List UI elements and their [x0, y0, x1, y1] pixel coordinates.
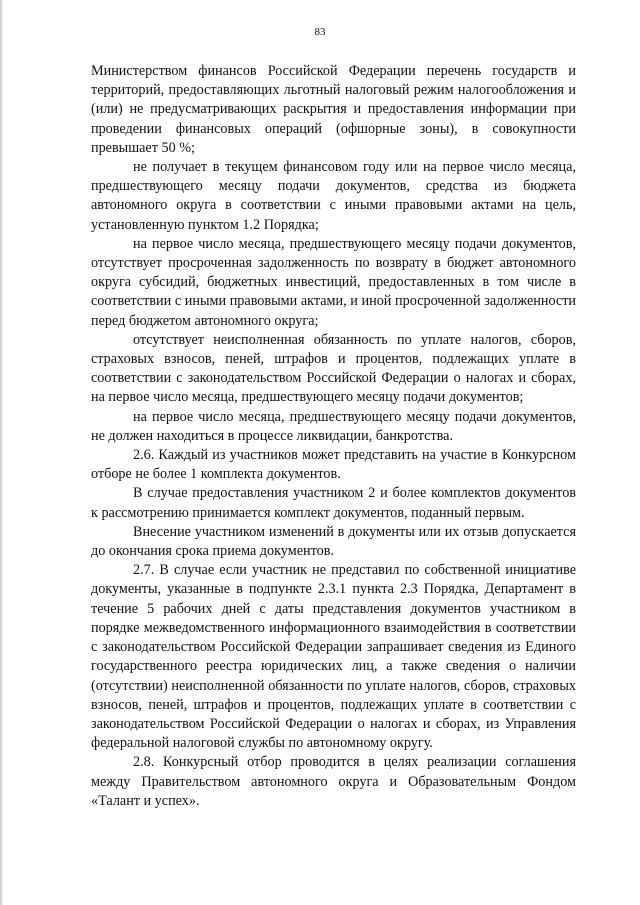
- paragraph: отсутствует неисполненная обязанность по уплате налогов, сборов, страховых взносов, пеней, штрафов и процентов, подлежащих уплате в соответствии с законодательством Российской Федерации о налогах и сборах, на первое число месяца, предшествующего месяцу подачи документов;: [91, 331, 576, 406]
- scan-edge: [0, 0, 3, 905]
- paragraph: Министерством финансов Российской Федерации перечень государств и территорий, предоставляющих льготный налоговый режим налогообложения и (или) не предусматривающих раскрытия и предоставления информации при проведении финансовых операций (офшорные зоны), в совокупности превышает 50 %;: [91, 63, 576, 156]
- paragraph: 2.6. Каждый из участников может представить на участие в Конкурсном отборе не более 1 комплекта документов.: [91, 447, 576, 483]
- paragraph: не получает в текущем финансовом году или на первое число месяца, предшествующего месяцу подачи документов, средства из бюджета автономного округа в соответствии с иными правовыми актами на цель, установленную пунктом 1.2 Порядка;: [91, 159, 576, 233]
- paragraph: В случае предоставления участником 2 и более комплектов документов к рассмотрению принимается комплект документов, поданный первым.: [91, 485, 576, 521]
- paragraph: 2.7. В случае если участник не представил по собственной инициативе документы, указанные в подпункте 2.3.1 пункта 2.3 Порядка, Департамент в течение 5 рабочих дней с даты представления документов участником в порядке межведомственного информационного взаимодействия в соответствии с законодательством Российской Федерации запрашивает сведения из Единого государственного реестра юридических лиц, а также сведения о наличии (отсутствии) неисполненной обязанности по уплате налогов, сборов, страховых взносов, пеней, штрафов и процентов, подлежащих уплате в соответствии с законодательством Российской Федерации о налогах и сборах, из Управления федеральной налоговой службы по автономному округу.: [91, 562, 576, 752]
- paragraph: 2.8. Конкурсный отбор проводится в целях реализации соглашения между Правительством автономного округа и Образовательным Фондом «Талант и успех».: [91, 754, 576, 809]
- paragraph: Внесение участником изменений в документы или их отзыв допускается до окончания срока приема документов.: [91, 523, 576, 560]
- page-number: 83: [314, 26, 326, 38]
- paragraph: на первое число месяца, предшествующего месяцу подачи документов, не должен находиться в процессе ликвидации, банкротства.: [91, 408, 576, 444]
- document-body: [91, 62, 576, 811]
- paragraph: на первое число месяца, предшествующего месяцу подачи документов, отсутствует просроченная задолженность по возврату в бюджет автономного округа субсидий, бюджетных инвестиций, предоставленных в том числе в соответствии с иными правовыми актами, и иной просроченной задолженности перед бюджетом автономного округа;: [91, 235, 576, 329]
